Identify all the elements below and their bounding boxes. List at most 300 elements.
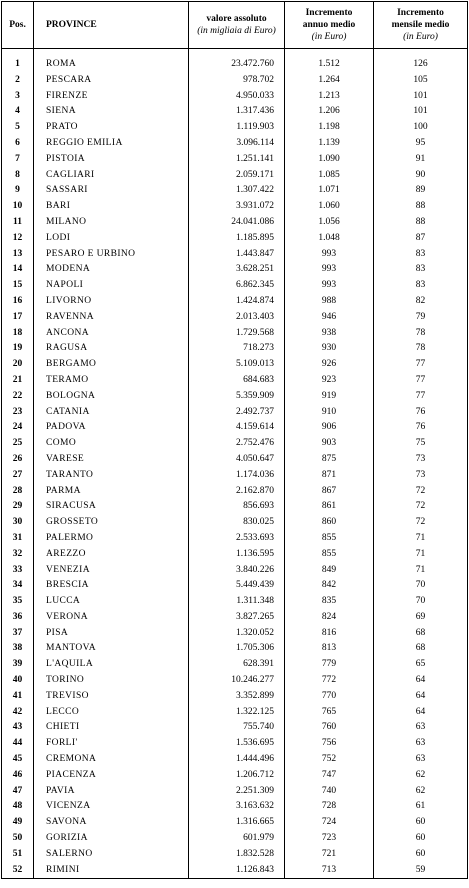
row-province: LECCO [34,705,189,721]
row-annual-increment: 919 [285,389,374,405]
row-province: GROSSETO [34,515,189,531]
row-province: PADOVA [34,420,189,436]
table-row [2,199,468,215]
row-annual-increment: 988 [285,294,374,310]
header-annual-line2: annuo medio [302,20,356,30]
row-value: 601.979 [189,831,285,847]
table-row [2,168,468,184]
row-position: 19 [2,341,34,357]
header-value [189,2,285,49]
row-value: 830.025 [189,515,285,531]
row-value: 1.536.695 [189,736,285,752]
table-row [2,326,468,342]
table-row [2,468,468,484]
row-position: 14 [2,262,34,278]
row-annual-increment: 1.198 [285,120,374,136]
table-row [2,531,468,547]
row-province: BERGAMO [34,357,189,373]
header-monthly-line2: mensile medio [391,20,450,30]
header-annual-line1: Incremento [305,8,353,18]
row-position: 31 [2,531,34,547]
row-value: 1.705.306 [189,641,285,657]
row-monthly-increment: 83 [374,278,468,294]
row-value: 1.119.903 [189,120,285,136]
row-value: 1.316.665 [189,815,285,831]
row-position: 13 [2,247,34,263]
table-row [2,863,468,879]
row-monthly-increment: 70 [374,578,468,594]
table-row [2,689,468,705]
row-province: PAVIA [34,784,189,800]
header-value-title: valore assoluto [206,14,267,24]
table-row [2,294,468,310]
row-value: 2.162.870 [189,484,285,500]
row-value: 1.317.436 [189,104,285,120]
row-monthly-increment: 65 [374,657,468,673]
row-position: 15 [2,278,34,294]
row-position: 48 [2,799,34,815]
row-province: BOLOGNA [34,389,189,405]
row-monthly-increment: 71 [374,547,468,563]
row-value: 3.840.226 [189,563,285,579]
row-province: L'AQUILA [34,657,189,673]
row-position: 26 [2,452,34,468]
row-value: 1.444.496 [189,752,285,768]
row-monthly-increment: 91 [374,152,468,168]
row-province: VICENZA [34,799,189,815]
row-position: 7 [2,152,34,168]
table-row [2,752,468,768]
row-position: 16 [2,294,34,310]
row-annual-increment: 740 [285,784,374,800]
table-row [2,768,468,784]
row-position: 39 [2,657,34,673]
row-value: 2.752.476 [189,436,285,452]
row-annual-increment: 860 [285,515,374,531]
row-monthly-increment: 73 [374,452,468,468]
row-value: 2.533.693 [189,531,285,547]
row-province: SASSARI [34,183,189,199]
row-monthly-increment: 59 [374,863,468,879]
table-row [2,341,468,357]
row-annual-increment: 910 [285,405,374,421]
row-position: 29 [2,499,34,515]
table-row [2,831,468,847]
row-annual-increment: 993 [285,262,374,278]
row-monthly-increment: 83 [374,247,468,263]
table-row [2,49,468,73]
row-monthly-increment: 77 [374,389,468,405]
row-annual-increment: 756 [285,736,374,752]
row-annual-increment: 1.085 [285,168,374,184]
row-value: 1.424.874 [189,294,285,310]
table-row [2,231,468,247]
row-annual-increment: 923 [285,373,374,389]
header-annual-unit: (in Euro) [311,32,347,42]
row-monthly-increment: 64 [374,705,468,721]
row-province: CHIETI [34,720,189,736]
row-province: TREVISO [34,689,189,705]
row-annual-increment: 871 [285,468,374,484]
row-position: 32 [2,547,34,563]
row-position: 21 [2,373,34,389]
row-province: SIENA [34,104,189,120]
row-monthly-increment: 60 [374,815,468,831]
row-province: PIACENZA [34,768,189,784]
row-monthly-increment: 61 [374,799,468,815]
row-monthly-increment: 105 [374,73,468,89]
row-value: 628.391 [189,657,285,673]
table-row [2,104,468,120]
table-row [2,705,468,721]
row-annual-increment: 728 [285,799,374,815]
row-monthly-increment: 71 [374,563,468,579]
row-province: SIRACUSA [34,499,189,515]
row-annual-increment: 1.512 [285,49,374,73]
row-position: 49 [2,815,34,831]
row-province: COMO [34,436,189,452]
row-position: 35 [2,594,34,610]
row-position: 50 [2,831,34,847]
row-position: 27 [2,468,34,484]
row-monthly-increment: 90 [374,168,468,184]
row-annual-increment: 842 [285,578,374,594]
row-monthly-increment: 60 [374,847,468,863]
table-row [2,784,468,800]
table-row [2,815,468,831]
table-row [2,847,468,863]
table-row [2,73,468,89]
row-value: 1.320.052 [189,626,285,642]
header-annual [285,2,374,49]
row-annual-increment: 824 [285,610,374,626]
table-row [2,136,468,152]
row-value: 684.683 [189,373,285,389]
row-position: 42 [2,705,34,721]
row-value: 10.246.277 [189,673,285,689]
row-annual-increment: 855 [285,547,374,563]
row-province: LUCCA [34,594,189,610]
row-value: 1.185.895 [189,231,285,247]
row-province: PISTOIA [34,152,189,168]
row-value: 1.307.422 [189,183,285,199]
row-annual-increment: 903 [285,436,374,452]
row-monthly-increment: 101 [374,104,468,120]
table-row [2,799,468,815]
row-position: 5 [2,120,34,136]
row-value: 3.931.072 [189,199,285,215]
row-province: PESCARA [34,73,189,89]
row-annual-increment: 1.048 [285,231,374,247]
table-row [2,610,468,626]
row-province: CREMONA [34,752,189,768]
row-monthly-increment: 83 [374,262,468,278]
row-monthly-increment: 77 [374,373,468,389]
table-row [2,499,468,515]
row-value: 1.322.125 [189,705,285,721]
row-position: 28 [2,484,34,500]
row-province: RIMINI [34,863,189,879]
table-row [2,547,468,563]
row-province: AREZZO [34,547,189,563]
header-value-unit: (in migliaia di Euro) [197,26,276,36]
row-annual-increment: 1.071 [285,183,374,199]
header-pos: Pos. [2,2,34,49]
row-province: GORIZIA [34,831,189,847]
row-monthly-increment: 88 [374,215,468,231]
row-province: PALERMO [34,531,189,547]
table-row [2,247,468,263]
row-monthly-increment: 63 [374,736,468,752]
table-row [2,563,468,579]
row-monthly-increment: 76 [374,420,468,436]
row-annual-increment: 835 [285,594,374,610]
row-province: SAVONA [34,815,189,831]
row-annual-increment: 946 [285,310,374,326]
row-monthly-increment: 77 [374,357,468,373]
row-value: 3.352.899 [189,689,285,705]
row-value: 5.109.013 [189,357,285,373]
table-row [2,310,468,326]
row-value: 3.096.114 [189,136,285,152]
row-value: 5.359.909 [189,389,285,405]
row-position: 44 [2,736,34,752]
row-province: TERAMO [34,373,189,389]
row-annual-increment: 855 [285,531,374,547]
header-monthly-line1: Incremento [397,8,444,18]
header-province: PROVINCE [34,2,189,49]
row-value: 1.136.595 [189,547,285,563]
row-value: 2.492.737 [189,405,285,421]
row-annual-increment: 1.213 [285,89,374,105]
row-position: 45 [2,752,34,768]
row-value: 23.472.760 [189,49,285,73]
row-position: 2 [2,73,34,89]
row-position: 25 [2,436,34,452]
row-monthly-increment: 73 [374,468,468,484]
table-row [2,357,468,373]
row-position: 11 [2,215,34,231]
table-row [2,89,468,105]
row-value: 1.126.843 [189,863,285,879]
table-row [2,389,468,405]
row-annual-increment: 1.264 [285,73,374,89]
row-annual-increment: 867 [285,484,374,500]
table-header-row [2,2,468,49]
row-province: PRATO [34,120,189,136]
table-row [2,720,468,736]
row-monthly-increment: 71 [374,531,468,547]
table-row [2,515,468,531]
row-value: 3.163.632 [189,799,285,815]
row-monthly-increment: 82 [374,294,468,310]
row-province: MANTOVA [34,641,189,657]
row-province: CAGLIARI [34,168,189,184]
row-province: REGGIO EMILIA [34,136,189,152]
row-province: PISA [34,626,189,642]
row-position: 8 [2,168,34,184]
row-value: 3.628.251 [189,262,285,278]
row-province: LODI [34,231,189,247]
row-annual-increment: 779 [285,657,374,673]
row-province: TORINO [34,673,189,689]
row-value: 4.950.033 [189,89,285,105]
row-position: 23 [2,405,34,421]
row-position: 4 [2,104,34,120]
row-monthly-increment: 76 [374,405,468,421]
row-position: 36 [2,610,34,626]
row-annual-increment: 723 [285,831,374,847]
row-province: MILANO [34,215,189,231]
row-province: CATANIA [34,405,189,421]
row-province: RAVENNA [34,310,189,326]
row-annual-increment: 993 [285,278,374,294]
row-position: 41 [2,689,34,705]
row-monthly-increment: 101 [374,89,468,105]
row-monthly-increment: 62 [374,768,468,784]
row-position: 17 [2,310,34,326]
table-row [2,641,468,657]
row-position: 3 [2,89,34,105]
row-value: 755.740 [189,720,285,736]
row-province: ANCONA [34,326,189,342]
row-value: 1.174.036 [189,468,285,484]
table-row [2,436,468,452]
row-annual-increment: 765 [285,705,374,721]
row-monthly-increment: 60 [374,831,468,847]
row-value: 718.273 [189,341,285,357]
row-position: 1 [2,49,34,73]
row-annual-increment: 993 [285,247,374,263]
row-annual-increment: 1.139 [285,136,374,152]
row-annual-increment: 713 [285,863,374,879]
table-row [2,183,468,199]
row-annual-increment: 721 [285,847,374,863]
row-annual-increment: 772 [285,673,374,689]
row-position: 9 [2,183,34,199]
table-row [2,657,468,673]
row-annual-increment: 906 [285,420,374,436]
row-position: 18 [2,326,34,342]
row-value: 2.013.403 [189,310,285,326]
table-row [2,373,468,389]
row-annual-increment: 724 [285,815,374,831]
row-monthly-increment: 62 [374,784,468,800]
row-annual-increment: 760 [285,720,374,736]
row-position: 34 [2,578,34,594]
row-position: 30 [2,515,34,531]
row-annual-increment: 938 [285,326,374,342]
row-annual-increment: 1.206 [285,104,374,120]
row-value: 6.862.345 [189,278,285,294]
row-value: 856.693 [189,499,285,515]
row-annual-increment: 1.056 [285,215,374,231]
row-position: 24 [2,420,34,436]
row-monthly-increment: 126 [374,49,468,73]
row-value: 1.443.847 [189,247,285,263]
row-province: FIRENZE [34,89,189,105]
row-position: 40 [2,673,34,689]
row-value: 24.041.086 [189,215,285,231]
row-province: FORLI' [34,736,189,752]
row-position: 47 [2,784,34,800]
row-monthly-increment: 69 [374,610,468,626]
row-annual-increment: 1.090 [285,152,374,168]
row-position: 43 [2,720,34,736]
row-annual-increment: 875 [285,452,374,468]
row-value: 3.827.265 [189,610,285,626]
table-row [2,278,468,294]
row-position: 38 [2,641,34,657]
row-province: TARANTO [34,468,189,484]
table-row [2,405,468,421]
row-annual-increment: 861 [285,499,374,515]
row-monthly-increment: 70 [374,594,468,610]
table-row [2,484,468,500]
row-position: 10 [2,199,34,215]
row-monthly-increment: 68 [374,641,468,657]
row-province: VARESE [34,452,189,468]
table-row [2,673,468,689]
row-value: 2.059.171 [189,168,285,184]
header-monthly [374,2,468,49]
row-value: 2.251.309 [189,784,285,800]
row-value: 1.251.141 [189,152,285,168]
row-position: 52 [2,863,34,879]
row-province: NAPOLI [34,278,189,294]
row-annual-increment: 849 [285,563,374,579]
row-position: 6 [2,136,34,152]
table-row [2,578,468,594]
row-position: 51 [2,847,34,863]
table-row [2,420,468,436]
table-row [2,736,468,752]
table-row [2,120,468,136]
table-row [2,452,468,468]
row-annual-increment: 813 [285,641,374,657]
row-annual-increment: 816 [285,626,374,642]
row-value: 978.702 [189,73,285,89]
row-monthly-increment: 63 [374,752,468,768]
table-row [2,594,468,610]
row-value: 4.159.614 [189,420,285,436]
row-province: MODENA [34,262,189,278]
row-province: BARI [34,199,189,215]
table-row [2,626,468,642]
row-province: ROMA [34,49,189,73]
row-province: BRESCIA [34,578,189,594]
row-value: 1.311.348 [189,594,285,610]
row-monthly-increment: 95 [374,136,468,152]
row-monthly-increment: 78 [374,341,468,357]
row-annual-increment: 1.060 [285,199,374,215]
row-monthly-increment: 72 [374,515,468,531]
row-monthly-increment: 64 [374,673,468,689]
row-position: 37 [2,626,34,642]
row-position: 22 [2,389,34,405]
row-province: RAGUSA [34,341,189,357]
row-position: 46 [2,768,34,784]
row-monthly-increment: 64 [374,689,468,705]
row-annual-increment: 926 [285,357,374,373]
row-position: 12 [2,231,34,247]
row-monthly-increment: 89 [374,183,468,199]
row-annual-increment: 752 [285,752,374,768]
row-monthly-increment: 75 [374,436,468,452]
row-province: PARMA [34,484,189,500]
row-value: 1.729.568 [189,326,285,342]
row-annual-increment: 930 [285,341,374,357]
